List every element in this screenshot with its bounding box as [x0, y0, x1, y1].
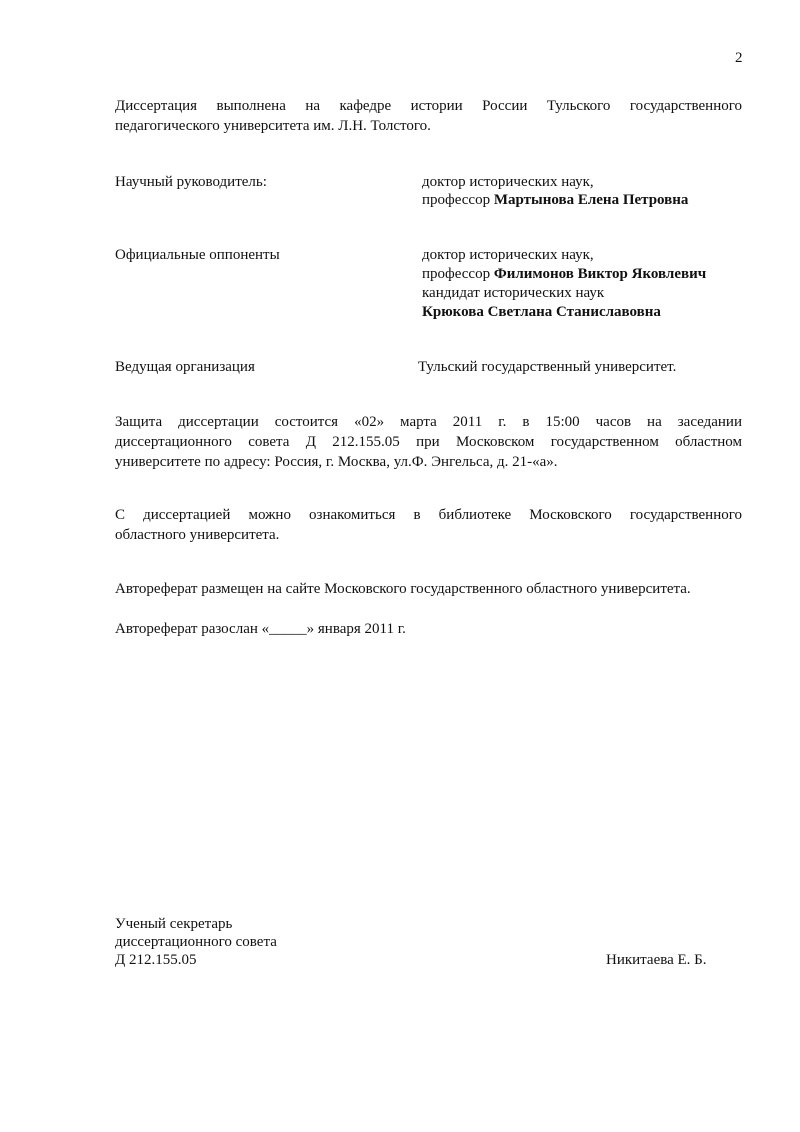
library-paragraph: [115, 505, 742, 545]
secretary-line-3: Д 212.155.05: [115, 952, 197, 968]
supervisor-name: Мартынова Елена Петровна: [493, 192, 689, 208]
opponent-1-title: профессор: [422, 266, 494, 282]
library-line-1: С диссертацией можно ознакомиться в библиотеке Московского государственного: [115, 507, 742, 523]
defense-line-1: Защита диссертации состоится «02» марта 2011 г. в 15:00 часов на заседании: [115, 414, 742, 430]
leading-org-label: Ведущая организация: [115, 359, 255, 375]
sent-note: Автореферат разослан «_____» января 2011 г.: [115, 621, 406, 637]
supervisor-degree: доктор исторических наук,: [422, 174, 594, 190]
opponent-1-name: Филимонов Виктор Яковлевич: [493, 266, 707, 282]
intro-paragraph: [115, 96, 742, 136]
supervisor-label: Научный руководитель:: [115, 174, 267, 190]
secretary-name: Никитаева Е. Б.: [606, 952, 707, 968]
supervisor-title-name: [422, 190, 688, 210]
supervisor-title: профессор: [422, 192, 494, 208]
library-line-2: областного университета.: [115, 527, 280, 543]
site-note: Автореферат размещен на сайте Московского государственного областного университета.: [115, 581, 691, 597]
opponent-2-name: Крюкова Светлана Станиславовна: [422, 304, 661, 320]
defense-line-2: диссертационного совета Д 212.155.05 при Московском государственном областном: [115, 434, 742, 450]
defense-line-3: университете по адресу: Россия, г. Москва, ул.Ф. Энгельса, д. 21-«а».: [115, 454, 558, 470]
leading-org-value: Тульский государственный университет.: [418, 359, 677, 375]
opponent-1-title-name: [422, 264, 706, 284]
opponent-2-degree: кандидат исторических наук: [422, 285, 605, 301]
secretary-line-2: диссертационного совета: [115, 934, 277, 950]
opponent-1-degree: доктор исторических наук,: [422, 247, 594, 263]
page-number: 2: [735, 50, 743, 66]
intro-line-2: педагогического университета им. Л.Н. Толстого.: [115, 118, 431, 134]
secretary-line-1: Ученый секретарь: [115, 916, 233, 932]
opponents-label: Официальные оппоненты: [115, 247, 280, 263]
defense-paragraph: [115, 412, 742, 472]
intro-line-1: Диссертация выполнена на кафедре истории России Тульского государственного: [115, 98, 742, 114]
